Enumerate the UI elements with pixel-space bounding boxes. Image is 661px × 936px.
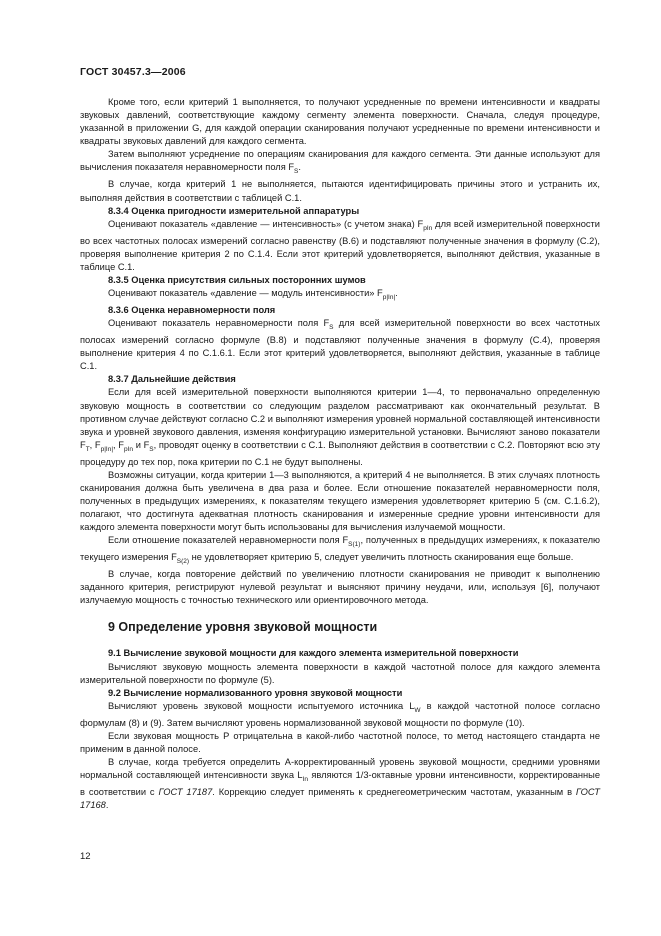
subsection-heading: 8.3.7 Дальнейшие действия <box>108 374 236 385</box>
document-header: ГОСТ 30457.3—2006 <box>80 66 186 78</box>
subsection-heading: 8.3.5 Оценка присутствия сильных посторонних шумов <box>108 274 366 285</box>
paragraph: Возможны ситуации, когда критерии 1—3 выполняются, а критерий 4 не выполняется. В этих случаях плотность сканирования должна быть увеличена в два раза и более. Если отношение показателей неравномерности поля, полученных в предыдущих измерениях, к показателям текущего измерения удовлетворяет критерию 5 (см. С.1.6.2), полагают, что достигнута адекватная плотность сканирования и измеренные средние уровни интенсивности для каждого элемента поверхности могут быть использованы для вычисления излучаемой мощности. <box>80 469 600 533</box>
paragraph: Оценивают показатель «давление — интенсивность» (с учетом знака) $F_{pIn}$ для всей измерительной поверхности во всех частотных полосах измерений согласно равенству (В.6) и подставляют полученные значения в формулу (С.2), проверяя выполнение критерия 2 по С.1.4. Если этот критерий удовлетворяется, выполняют действия, указанные в таблице С.1. <box>80 218 600 272</box>
document-body <box>80 96 600 812</box>
paragraph: Вычисляют уровень звуковой мощности испытуемого источника $L_W$ в каждой частотной полосе согласно формулам (8) и (9). Затем вычисляют уровень нормализованной звуковой мощности по формуле (10). <box>80 700 600 728</box>
subsection-heading: 8.3.4 Оценка пригодности измерительной аппаратуры <box>108 205 360 216</box>
subsection-heading: 9.2 Вычисление нормализованного уровня звуковой мощности <box>108 687 403 698</box>
paragraph: Если звуковая мощность P отрицательна в какой-либо частотной полосе, то метод настоящего стандарта не применим в данной полосе. <box>80 730 600 754</box>
subsection-heading: 8.3.6 Оценка неравномерности поля <box>108 304 276 315</box>
paragraph: Оценивают показатель «давление — модуль интенсивности» $F_{p|In|}$. <box>108 288 398 301</box>
paragraph: В случае, когда повторение действий по увеличению плотности сканирования не приводит к выполнению заданного критерия, регистрируют нулевой результат и выясняют причину неудачи, или, используя [6], получают излучаемую мощность с точностью технического или ориентировочного метода. <box>80 569 600 606</box>
paragraph: Если отношение показателей неравномерности поля $F_{S(1)}$, полученных в предыдущих измерениях, к показателю текущего измерения $F_{S(2)}$ не удовлетворяет критерию 5, следует увеличить плотность сканирования еще больше. <box>80 535 600 566</box>
paragraph: Если для всей измерительной поверхности выполняются критерии 1—4, то первоначально определенную звуковую мощность в соответствии со следующим разделом рассматривают как окончательный результат. В противном случае действуют согласно С.2 и выполняют измерения уровней нормальной составляющей интенсивности звука и уровней звукового давления, изменяя конфигурацию измерительной установки. Вычисляют заново показатели $F_T$, $F_{p|In|}$, $F_{pIn}$ и $F_S$, проводят оценку в соответствии с С.1. Выполняют действия в соответствии с С.2. Повторяют всю эту процедуру до тех пор, пока критерии по С.1 не будут выполнены. <box>80 387 600 467</box>
paragraph: В случае, когда критерий 1 не выполняется, пытаются идентифицировать причины этого и устранить их, выполняя действия в соответствии с таблицей С.1. <box>80 179 600 203</box>
page-number: 12 <box>80 851 91 862</box>
paragraph: Затем выполняют усреднение по операциям сканирования для каждого сегмента. Эти данные используют для вычисления показателя неравномерности поля $F_S$. <box>80 149 600 176</box>
standard-reference: ГОСТ 17168 <box>80 787 600 811</box>
paragraph: Оценивают показатель неравномерности поля $F_S$ для всей измерительной поверхности во всех частотных полосах измерений согласно формуле (В.8) и подставляют полученные значения в формулу (С.4), проверяя выполнение критерия 4 по С.1.6.1. Если этот критерий удовлетворяется, выполняют действия, указанные в таблице С.1. <box>80 318 600 372</box>
paragraph: Кроме того, если критерий 1 выполняется, то получают усредненные по времени интенсивности и квадраты звуковых давлений, соответствующие каждому сегменту элемента поверхности. Сначала, следуя процедуре, указанной в приложении G, для каждой операции сканирования получают усредненные по времени интенсивности и квадраты звуковых давлений для каждого сегмента. <box>80 97 600 147</box>
standard-reference: ГОСТ 17187 <box>158 787 213 798</box>
section-heading: 9 Определение уровня звуковой мощности <box>108 620 378 635</box>
paragraph: Вычисляют звуковую мощность элемента поверхности в каждой частотной полосе для каждого элемента измерительной поверхности по формуле (5). <box>80 661 600 685</box>
subsection-heading: 9.1 Вычисление звуковой мощности для каждого элемента измерительной поверхности <box>108 648 519 659</box>
paragraph: В случае, когда требуется определить A-корректированный уровень звуковой мощности, средними уровнями нормальной составляющей интенсивности звука $L_{In}$ являются 1/3-октавные уровни интенсивности, корректированные в соответствии с ГОСТ 17187. Коррекцию следует применять к среднегеометрическим частотам, указанным в ГОСТ 17168. <box>80 757 601 811</box>
